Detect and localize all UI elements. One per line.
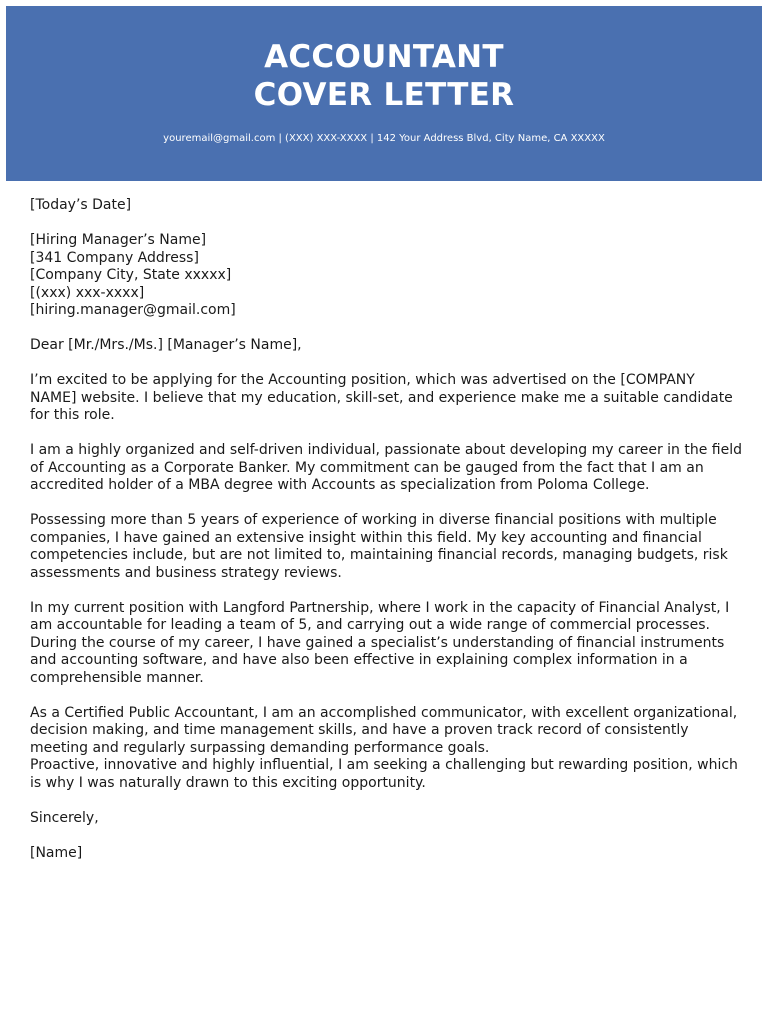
title-line-2: COVER LETTER [253, 77, 515, 113]
spacer [30, 320, 745, 338]
recipient-address: [341 Company Address] [30, 249, 199, 266]
spacer [30, 582, 745, 600]
spacer [30, 687, 745, 705]
spacer [30, 355, 745, 373]
document-title [6, 38, 762, 114]
body-paragraph: In my current position with Langford Partnership, where I work in the capacity of Financial Analyst, I am accountable for leading a team of 5, and carrying out a wide range of commercial processes. During the course of my career, I have gained a specialist’s understanding of financial instruments and accounting software, and have also been effective in explaining complex information in a comprehensible manner. [30, 599, 730, 686]
spacer [30, 215, 745, 233]
title-line-1: ACCOUNTANT [264, 39, 504, 75]
recipient-name: [Hiring Manager’s Name] [30, 232, 207, 248]
recipient-block [30, 232, 745, 320]
letter-date: [Today’s Date] [30, 197, 132, 213]
salutation: Dear [Mr./Mrs./Ms.] [Manager’s Name], [30, 337, 302, 353]
letter-header [6, 6, 762, 181]
spacer [30, 792, 745, 810]
spacer [30, 495, 745, 513]
body-paragraph: As a Certified Public Accountant, I am an accomplished communicator, with excellent organizational, decision making, and time management skills, and have a proven track record of consistently meeting and regularly surpassing demanding performance goals. [30, 704, 738, 756]
body-paragraph: Proactive, innovative and highly influential, I am seeking a challenging but rewarding position, which is why I was naturally drawn to this exciting opportunity. [30, 757, 738, 791]
recipient-email: [hiring.manager@gmail.com] [30, 302, 236, 318]
recipient-city-state: [Company City, State xxxxx] [30, 267, 232, 283]
contact-info: youremail@gmail.com | (XXX) XXX-XXXX | 142 Your Address Blvd, City Name, CA XXXXX [163, 133, 605, 144]
closing: Sincerely, [30, 809, 99, 826]
spacer [30, 425, 745, 443]
body-paragraph: I am a highly organized and self-driven individual, passionate about developing my career in the field of Accounting as a Corporate Banker. My commitment can be gauged from the fact that I am an accredited holder of a MBA degree with Accounts as specialization from Poloma College. [30, 442, 742, 493]
spacer [30, 827, 745, 845]
recipient-phone: [(xxx) xxx-xxxx] [30, 284, 145, 301]
signature: [Name] [30, 844, 83, 861]
body-paragraph: Possessing more than 5 years of experience of working in diverse financial positions with multiple companies, I have gained an extensive insight within this field. My key accounting and financial competencies include, but are not limited to, maintaining financial records, managing budgets, risk assessments and business strategy reviews. [30, 512, 728, 581]
body-paragraph: I’m excited to be applying for the Accounting position, which was advertised on the [COMPANY NAME] website. I believe that my education, skill-set, and experience make me a suitable candidate for this role. [30, 372, 733, 423]
letter-body [30, 197, 745, 862]
